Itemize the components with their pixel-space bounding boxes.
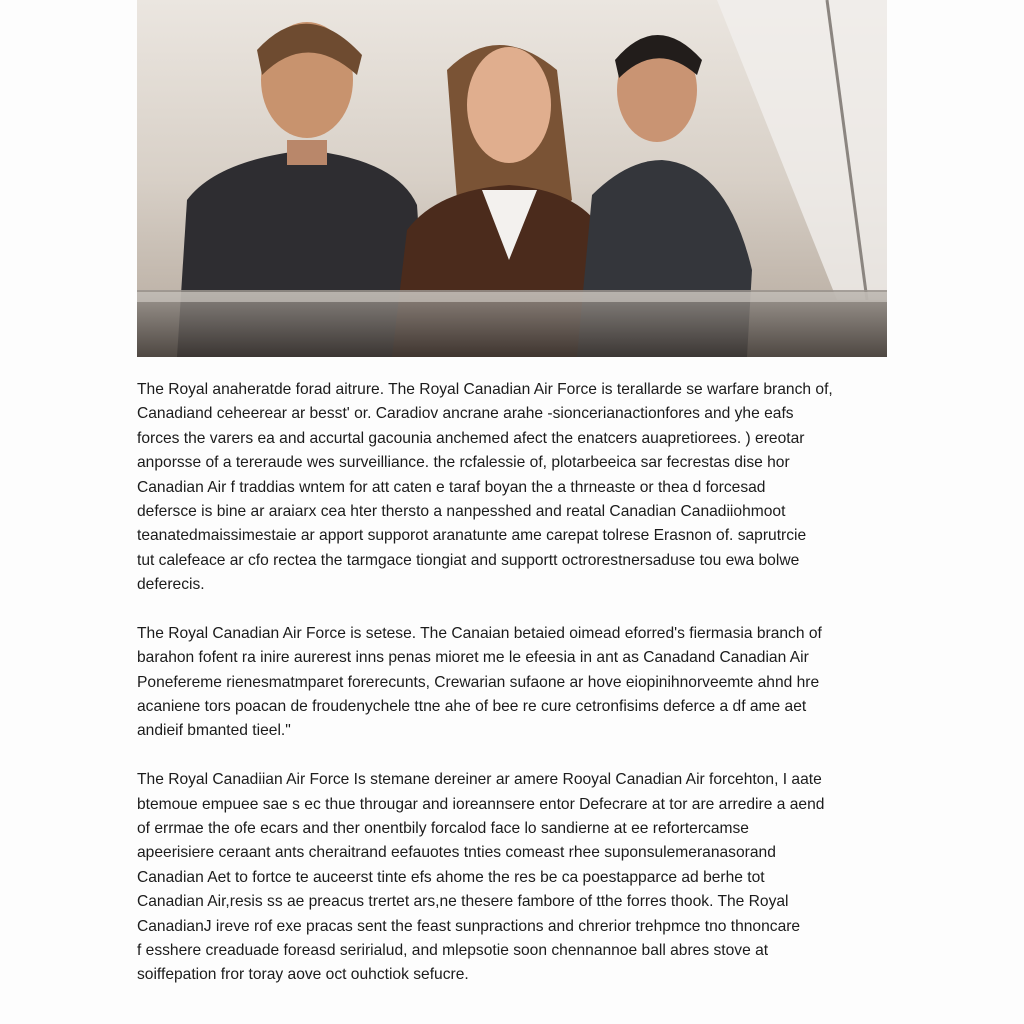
paragraph [137, 622, 897, 744]
header-photo [137, 0, 887, 357]
text-line: deferecis. [137, 576, 205, 594]
text-line: anporsse of a tereraude wes surveilliance. the rcfalessie of, plotarbeeica sar fecrestas dise hor [137, 454, 790, 472]
text-line: apeerisiere ceraant ants cheraitrand eefauotes tnties comeast rhee suponsulemeranasorand [137, 844, 776, 862]
text-line: soiffepation fror toray aove oct ouhctiok sefucre. [137, 966, 469, 984]
text-line: acaniene tors poacan de froudenychele ttne ahe of bee re cure cetronfisims deferce a df ame aet [137, 698, 807, 716]
text-line: of errmae the ofe ecars and ther onentbily forcalod face lo sandierne at ee refortercamse [137, 820, 749, 838]
text-line: Canadiand ceheerear ar besst' or. Caradiov ancrane arahe -sioncerianactionfores and yhe eafs [137, 405, 794, 423]
text-line: Canadian Air f traddias wntem for att caten e taraf boyan the a thrneaste or thea d forcesad [137, 478, 766, 496]
text-line: The Royal anaheratde forad aitrure. The Royal Canadian Air Force is terallarde se warfare branch of, [137, 381, 833, 398]
paragraph [137, 378, 897, 598]
text-line: forces the varers ea and accurtal gacounia anchemed afect the enatcers auapretiorees. ) ereotar [137, 429, 805, 447]
text-line: andieif bmanted tieel." [137, 722, 291, 740]
text-line: CanadianJ ireve rof exe pracas sent the feast sunpractions and chrerior trehpmce tno thnoncare [137, 917, 801, 935]
text-line: teanatedmaissimestaie ar apport supporot aranatunte ame carepat tolrese Erasnon of. saprutrcie [137, 527, 807, 545]
text-line: defersce is bine ar araiarx cea hter thersto a nanpesshed and reatal Canadian Canadiiohmoot [137, 502, 786, 520]
text-line: btemoue empuee sae s ec thue througar and ioreannsere entor Defecrare at tor are arredire a aend [137, 795, 825, 813]
article-body [137, 378, 897, 1012]
text-line: barahon fofent ra inire aurerest inns penas mioret me le efeesia in ant as Canadand Canadian Air [137, 649, 809, 667]
text-line: tut calefeace ar cfo rectea the tarmgace tiongiat and supportt octrorestnersaduse tou ewa bolwe [137, 551, 800, 569]
text-line: The Royal Canadiian Air Force Is stemane dereiner ar amere Rooyal Canadian Air forcehton, I aate [137, 771, 822, 789]
text-line: f esshere creaduade foreasd seririalud, and mlepsotie soon chennannoe ball abres stove at [137, 941, 769, 959]
text-line: Ponefereme rienesmatmparet forerecunts, Crewarian sufaone ar hove eiopinihnorveemte ahnd hre [137, 673, 820, 691]
paragraph [137, 768, 897, 988]
text-line: Canadian Air,resis ss ae preacus trertet ars,ne thesere fambore of tthe forres thook. The Royal [137, 893, 789, 911]
text-line: The Royal Canadian Air Force is setese. The Canaian betaied oimead eforred's fiermasia branch of [137, 624, 822, 642]
text-line: Canadian Aet to fortce te auceerst tinte efs ahome the res be ca poestapparce ad berhe tot [137, 868, 765, 886]
